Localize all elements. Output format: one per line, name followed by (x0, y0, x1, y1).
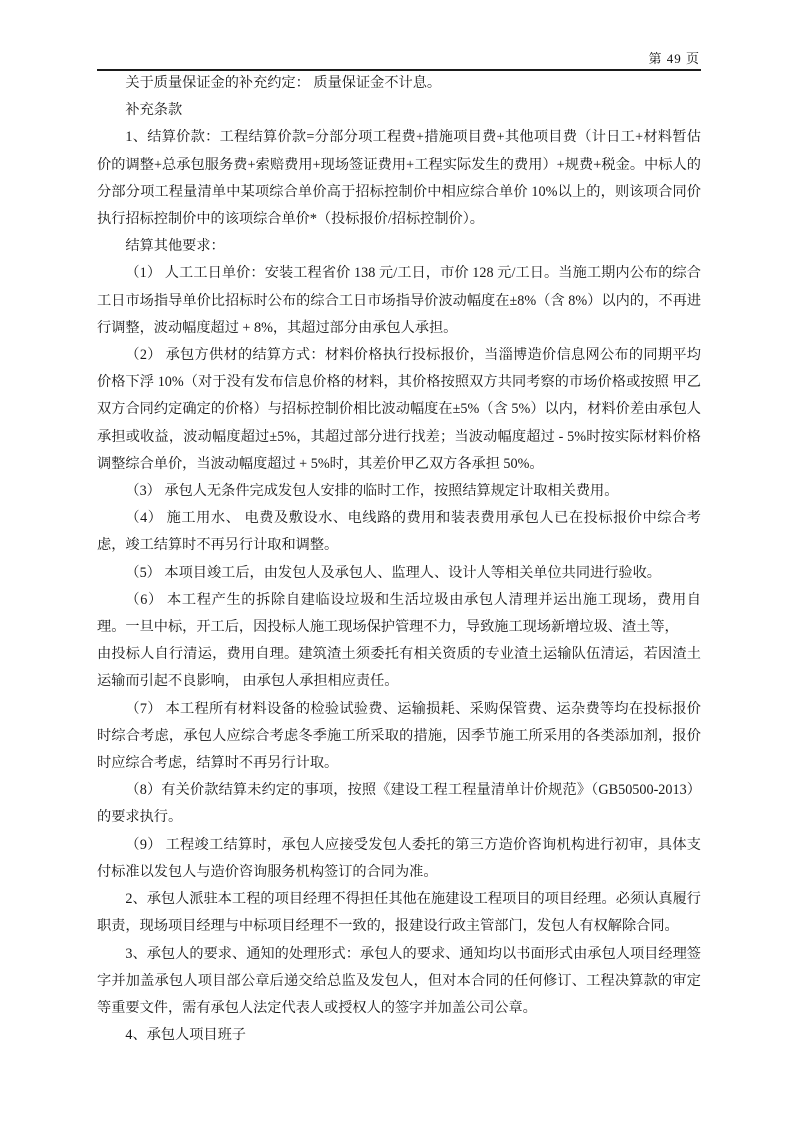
paragraph: （9） 工程竣工结算时，承包人应接受发包人委托的第三方造价咨询机构进行初审，具体支付标准以发包人与造价咨询服务机构签订的合同为准。 (97, 836, 701, 880)
paragraph: 4、承包人项目班子 (125, 1027, 246, 1044)
paragraph: 2、承包人派驻本工程的项目经理不得担任其他在施建设工程项目的项目经理。必须认真履行职责，现场项目经理与中标项目经理不一致的，报建设行政主管部门，发包人有权解除合同。 (97, 891, 701, 935)
paragraph: （6） 本工程产生的拆除自建临设垃圾和生活垃圾由承包人清理并运出施工现场，费用自 理。一旦中标，开工后，因投标人施工现场保护管理不力，导致施工现场新增垃圾、渣土等， (97, 591, 701, 636)
paragraph: （1） 人工工日单价：安装工程省价 138 元/工日，市价 128 元/工日。当施工期内公布的综合工日市场指导单价比招标时公布的综合工日市场指导价波动幅度在±8%（含 8%）以内的，不再进行调整，波动幅度超过 + 8%，其超过部分由承包人承担。 (97, 265, 701, 336)
paragraph: （2） 承包方供材的结算方式：材料价格执行投标报价，当淄博造价信息网公布的同期平均价格下浮 10%（对于没有发布信息价格的材料，其价格按照双方共同考察的市场价格或按照 甲乙双方合同约定确定的价格）与招标控制价相比波动幅度在±5%（含 5%）以内，材料价差由承包人承担或收益，波动幅度超过±5%，其超过部分进行找差；当波动幅度超过 - 5%时按实际材料价格调整综合单价，当波动幅度超过 + 5%时，其差价甲乙双方各承担 50%。 (97, 347, 701, 472)
paragraph: （3） 承包人无条件完成发包人安排的临时工作，按照结算规定计取相关费用。 (125, 483, 619, 500)
paragraph: 补充条款 (125, 102, 183, 119)
document-body (97, 70, 701, 1049)
paragraph: （7） 本工程所有材料设备的检验试验费、运输损耗、采购保管费、运杂费等均在投标报价时综合考虑，承包人应综合考虑冬季施工所采取的措施，因季节施工所采用的各类添加剂，报价时应综合考虑，结算时不再另行计取。 (97, 700, 701, 772)
paragraph: 由投标人自行清运，费用自理。建筑渣土须委托有相关资质的专业渣土运输队伍清运，若因渣土运输而引起不良影响， 由承包人承担相应责任。 (97, 646, 701, 690)
paragraph: （5） 本项目竣工后，由发包人及承包人、监理人、设计人等相关单位共同进行验收。 (125, 564, 661, 581)
paragraph: 3、承包人的要求、通知的处理形式：承包人的要求、通知均以书面形式由承包人项目经理签字并加盖承包人项目部公章后递交给总监及发包人，但对本合同的任何修订、工程决算款的审定等重要文件，需有承包人法定代表人或授权人的签字并加盖公司公章。 (97, 945, 701, 1016)
paragraph: （4） 施工用水、 电费及敷设水、电线路的费用和装表费用承包人已在投标报价中综合考 虑，竣工结算时不再另行计取和调整。 (97, 510, 701, 554)
paragraph: 1、结算价款：工程结算价款=分部分项工程费+措施项目费+其他项目费（计日工+材料暂估价的调整+总承包服务费+索赔费用+现场签证费用+工程实际发生的费用）+规费+税金。中标人的分部分项工程量清单中某项综合单价高于招标控制价中相应综合单价 10%以上的，则该项合同价执行招标控制价中的该项综合单价*（投标报价/招标控制价）。 (97, 129, 701, 228)
page-number: 第 49 页 (647, 50, 701, 70)
paragraph: 关于质量保证金的补充约定： 质量保证金不计息。 (125, 75, 442, 91)
paragraph: （8）有关价款结算未约定的事项，按照《建设工程工程量清单计价规范》（GB50500-2013） 的要求执行。 (97, 782, 701, 826)
paragraph: 结算其他要求： (125, 238, 225, 255)
page-header (97, 50, 701, 71)
